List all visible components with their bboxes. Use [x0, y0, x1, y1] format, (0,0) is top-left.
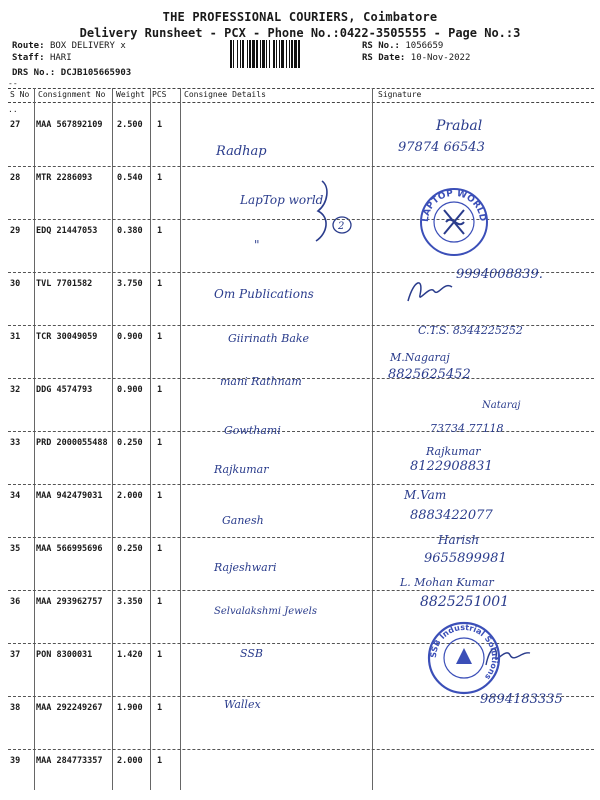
barcode-bar: [266, 40, 267, 68]
row-sno: 32: [10, 385, 21, 395]
row-sno: 35: [10, 544, 21, 554]
row-sno: 38: [10, 703, 21, 713]
barcode-bar: [249, 40, 251, 68]
row-signature: M.Vam: [404, 488, 447, 502]
row-weight: 3.350: [117, 597, 143, 607]
row-pcs: 1: [157, 756, 163, 766]
barcode-bar: [291, 40, 293, 68]
row-sno: 31: [10, 332, 21, 342]
barcode-bar: [289, 40, 290, 68]
row-consignee: ": [254, 238, 260, 252]
row-pcs: 1: [157, 491, 163, 501]
row-weight: 1.900: [117, 703, 143, 713]
drs-label: DRS No.:: [12, 68, 56, 78]
row-weight: 0.540: [117, 173, 143, 183]
row-pcs: 1: [157, 226, 163, 236]
row-sno: 27: [10, 120, 21, 130]
route-value: BOX DELIVERY x: [49, 41, 126, 51]
row-phone: 8122908831: [410, 459, 493, 474]
svg-text:LAPTOP WORLD: [421, 189, 487, 223]
barcode-bar: [240, 40, 241, 68]
dash-mark-top: --: [8, 79, 18, 88]
row-weight: 0.380: [117, 226, 143, 236]
col-consignee: Consignee Details: [184, 90, 266, 99]
svg-text:2: 2: [338, 221, 345, 232]
row-sno: 37: [10, 650, 21, 660]
staff-value: HARI: [49, 53, 72, 63]
row-pcs: 1: [157, 597, 163, 607]
row-pcs: 1: [157, 544, 163, 554]
row-phone: 9894183335: [480, 692, 563, 707]
row-phone: 9655899981: [424, 551, 507, 566]
laptop-world-stamp: [418, 186, 490, 258]
row-consignment: MTR 2286093: [36, 173, 93, 183]
row-consignee: Gowthami: [224, 424, 281, 437]
barcode-bar: [230, 40, 232, 68]
row-signature: Prabal: [436, 118, 483, 134]
rs-date-value: 10-Nov-2022: [410, 53, 471, 63]
ssb-stamp-text: SSB Industrial Solutions: [428, 622, 500, 682]
company-title: THE PROFESSIONAL COURIERS, Coimbatore: [162, 10, 438, 24]
barcode-bar: [276, 40, 277, 68]
row-weight: 0.250: [117, 544, 143, 554]
row-pcs: 1: [157, 438, 163, 448]
row-consignee: Selvalakshmi Jewels: [214, 606, 317, 617]
barcode-bar: [237, 40, 238, 68]
row-phone: 8825625452: [388, 367, 471, 382]
row-consignee: Giirinath Bake: [228, 332, 310, 345]
row-signature: Rajkumar: [426, 445, 481, 458]
row-consignee: LapTop world: [240, 193, 324, 207]
col-weight: Weight: [116, 90, 145, 99]
row-consignment: MAA 567892109: [36, 120, 103, 130]
row-pcs: 1: [157, 173, 163, 183]
row-consignee: mani Rathnam: [220, 375, 302, 388]
barcode-bar: [256, 40, 258, 68]
row-consignee: Rajeshwari: [214, 561, 277, 574]
drs-value: DCJB105665903: [60, 68, 132, 78]
row-signature: M.Nagaraj: [390, 351, 450, 364]
col-sno: S No: [10, 90, 30, 99]
barcode-bar: [286, 40, 287, 68]
row-consignment: EDQ 21447053: [36, 226, 98, 236]
route-line: [12, 40, 131, 52]
row-sno: 36: [10, 597, 21, 607]
meta-left: [12, 40, 131, 79]
row-pcs: 1: [157, 332, 163, 342]
row-sno: 33: [10, 438, 21, 448]
row-sno: 28: [10, 173, 21, 183]
runsheet-subtitle: Delivery Runsheet - PCX - Phone No.:0422-3505555 - Page No.:3: [79, 26, 521, 40]
rs-date-line: [362, 52, 470, 64]
ssb-stamp: [426, 620, 502, 696]
drs-line: [12, 67, 131, 79]
barcode-bar: [298, 40, 300, 68]
barcode-bar: [233, 40, 234, 68]
row-phone: 8825251001: [420, 594, 510, 610]
row-consignee: SSB: [240, 647, 263, 660]
barcode-bar: [252, 40, 255, 68]
row-consignment: TCR 30049059: [36, 332, 98, 342]
row-pcs: 1: [157, 703, 163, 713]
barcode: [230, 40, 352, 68]
row-weight: 0.900: [117, 332, 143, 342]
barcode-bar: [260, 40, 261, 68]
barcode-bar: [262, 40, 265, 68]
row-consignment: PON 8300031: [36, 650, 93, 660]
rs-date-label: RS Date:: [362, 53, 406, 63]
row-sno: 39: [10, 756, 21, 766]
row-pcs: 1: [157, 650, 163, 660]
row-weight: 2.500: [117, 120, 143, 130]
row-phone: 8883422077: [410, 508, 493, 523]
table-row: [0, 400, 600, 485]
row-phone: C.T.S. 8344225252: [418, 324, 523, 337]
handwritten-signature: [400, 273, 460, 309]
col-consignment: Consignment No: [38, 90, 106, 99]
table-row: [0, 114, 600, 167]
row-consignment: MAA 292249267: [36, 703, 103, 713]
col-signature: Signature: [378, 90, 422, 99]
row-pcs: 1: [157, 120, 163, 130]
row-phone: 9994008839.: [456, 267, 543, 282]
barcode-bar: [247, 40, 248, 68]
table-row: [0, 445, 600, 538]
row-weight: 2.000: [117, 491, 143, 501]
barcode-bar: [279, 40, 280, 68]
row-phone: 97874 66543: [398, 140, 485, 155]
table-row: [0, 267, 600, 326]
row-consignment: PRD 2000055488: [36, 438, 108, 448]
header-rule-bottom: [8, 102, 594, 103]
header-rule-top: [8, 88, 594, 89]
rs-no-label: RS No.:: [362, 41, 400, 51]
meta-right: [362, 40, 470, 64]
row-consignee: Ganesh: [222, 514, 264, 527]
laptop-stamp-text: LAPTOP WORLD: [420, 188, 488, 223]
barcode-bar: [294, 40, 297, 68]
table-row: [0, 326, 600, 379]
row-consignment: TVL 7701582: [36, 279, 93, 289]
rs-no-value: 1056659: [405, 41, 444, 51]
row-consignee: Om Publications: [214, 287, 314, 301]
staff-label: Staff:: [12, 53, 45, 63]
col-pcs: PCS: [152, 90, 167, 99]
row-weight: 0.900: [117, 385, 143, 395]
row-signature: Harish: [438, 533, 480, 547]
row-weight: 1.420: [117, 650, 143, 660]
row-sno: 30: [10, 279, 21, 289]
row-consignee: Rajkumar: [214, 463, 269, 476]
row-sno: 29: [10, 226, 21, 236]
barcode-bar: [281, 40, 284, 68]
row-consignment: DDG 4574793: [36, 385, 93, 395]
row-signature: L. Mohan Kumar: [400, 576, 494, 589]
row-phone: 73734 77118: [430, 422, 504, 435]
row-pcs: 1: [157, 279, 163, 289]
row-consignment: MAA 293962757: [36, 597, 103, 607]
row-consignment: MAA 566995696: [36, 544, 103, 554]
barcode-bar: [242, 40, 244, 68]
row-weight: 3.750: [117, 279, 143, 289]
staff-line: [12, 52, 131, 64]
row-weight: 0.250: [117, 438, 143, 448]
row-pcs: 1: [157, 385, 163, 395]
row-weight: 2.000: [117, 756, 143, 766]
route-label: Route:: [12, 41, 45, 51]
row-consignee: Radhap: [216, 144, 267, 159]
row-consignee: Wallex: [224, 698, 261, 711]
row-signature: Nataraj: [482, 400, 521, 411]
barcode-bar: [273, 40, 275, 68]
row-consignment: MAA 284773357: [36, 756, 103, 766]
row-sno: 34: [10, 491, 21, 501]
row-consignment: MAA 942479031: [36, 491, 103, 501]
rs-no-line: [362, 40, 470, 52]
table-row: [0, 220, 600, 273]
dash-mark-bottom: ..: [8, 105, 18, 114]
barcode-bar: [269, 40, 270, 68]
